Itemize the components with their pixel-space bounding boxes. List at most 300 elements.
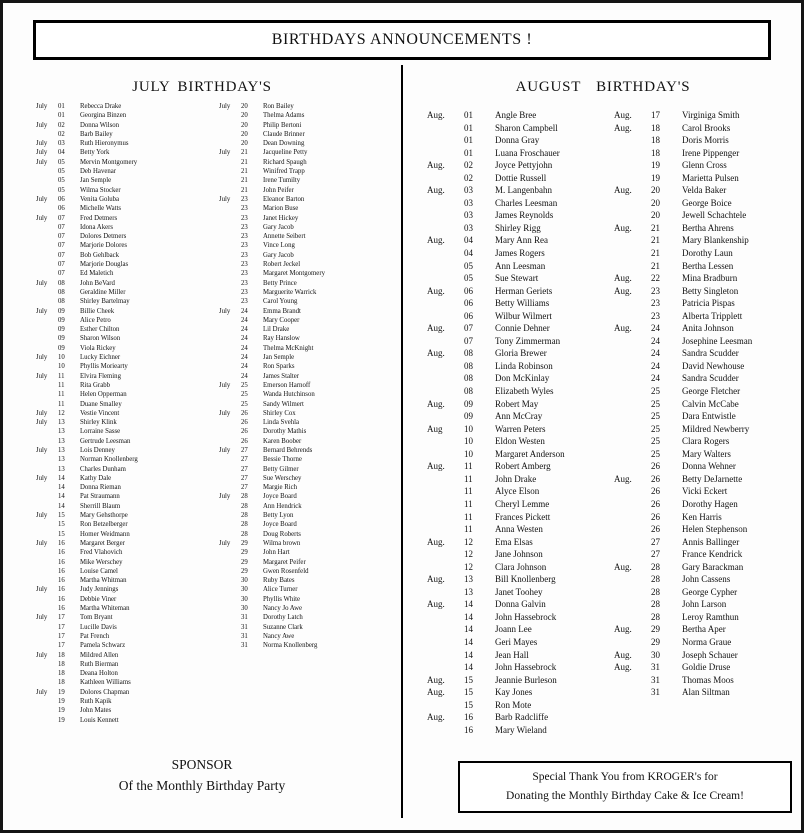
birthday-row bbox=[36, 381, 215, 390]
day-number: 23 bbox=[241, 214, 248, 222]
day-number: 02 bbox=[58, 130, 65, 138]
day-number: 23 bbox=[651, 285, 660, 296]
person-name: Charles Leesman bbox=[495, 197, 558, 208]
day-number: 19 bbox=[58, 698, 65, 705]
day-number: 01 bbox=[464, 147, 473, 158]
month-label: July bbox=[36, 103, 48, 110]
birthday-row bbox=[614, 247, 789, 260]
birthday-row bbox=[219, 344, 398, 353]
birthday-row bbox=[219, 130, 398, 139]
month-label bbox=[219, 511, 241, 520]
day-number: 02 bbox=[464, 172, 473, 183]
august-birthday-lists bbox=[427, 109, 789, 736]
month-label bbox=[36, 344, 58, 353]
month-label bbox=[219, 130, 241, 139]
month-label: July bbox=[36, 121, 48, 129]
announcement-banner bbox=[33, 20, 771, 60]
birthday-row bbox=[427, 661, 608, 674]
person-name: David Newhouse bbox=[682, 360, 745, 371]
person-name: Vicki Eckert bbox=[682, 486, 728, 497]
birthday-row bbox=[36, 595, 215, 604]
birthday-row bbox=[219, 530, 398, 539]
day-number: 21 bbox=[241, 177, 248, 185]
birthday-row bbox=[614, 598, 789, 611]
person-name: George Fletcher bbox=[682, 386, 741, 397]
day-number: 20 bbox=[651, 210, 660, 221]
month-label bbox=[36, 223, 58, 232]
birthday-row bbox=[219, 437, 398, 446]
person-name: Kathleen Williams bbox=[80, 679, 131, 687]
day-number: 11 bbox=[464, 511, 473, 522]
birthday-row bbox=[36, 148, 215, 157]
month-label bbox=[36, 325, 58, 334]
person-name: Mildred Allen bbox=[80, 651, 119, 659]
day-number: 23 bbox=[651, 298, 660, 309]
month-label bbox=[36, 520, 58, 529]
birthday-row bbox=[36, 474, 215, 483]
person-name: Martha Whitman bbox=[80, 577, 127, 585]
month-label bbox=[614, 347, 651, 360]
day-number: 29 bbox=[651, 624, 660, 635]
person-name: Gertrude Leesman bbox=[80, 437, 131, 445]
day-number: 11 bbox=[464, 473, 473, 484]
birthday-row bbox=[219, 353, 398, 362]
person-name: Josephine Leesman bbox=[682, 335, 753, 346]
month-label: Aug. bbox=[427, 110, 445, 120]
person-name: Phyllis Moriearty bbox=[80, 363, 128, 371]
person-name: Margaret Montgomery bbox=[263, 270, 325, 278]
birthday-row bbox=[219, 121, 398, 130]
day-number: 25 bbox=[241, 381, 248, 389]
birthday-row bbox=[36, 502, 215, 511]
month-label: Aug. bbox=[427, 323, 445, 334]
day-number: 12 bbox=[58, 409, 65, 417]
birthday-row bbox=[219, 390, 398, 399]
day-number: 25 bbox=[651, 398, 660, 409]
month-label bbox=[36, 260, 58, 269]
birthday-row bbox=[614, 159, 789, 172]
month-label bbox=[219, 372, 241, 381]
day-number: 04 bbox=[464, 235, 473, 246]
month-label: Aug. bbox=[427, 687, 445, 698]
month-label: July bbox=[219, 307, 231, 315]
month-label bbox=[219, 585, 241, 594]
day-number: 05 bbox=[58, 186, 65, 194]
person-name: Angle Bree bbox=[495, 110, 537, 120]
day-number: 19 bbox=[58, 688, 65, 696]
month-label: July bbox=[219, 409, 231, 417]
person-name: Joyce Board bbox=[263, 521, 297, 529]
person-name: Jan Semple bbox=[263, 354, 295, 362]
month-label bbox=[614, 674, 651, 687]
day-number: 10 bbox=[464, 436, 473, 447]
birthday-row bbox=[36, 279, 215, 288]
month-label bbox=[219, 632, 241, 641]
person-name: Nancy Awe bbox=[263, 632, 295, 640]
birthday-row bbox=[614, 335, 789, 348]
birthday-row bbox=[427, 247, 608, 260]
birthday-row bbox=[427, 686, 608, 699]
column-divider bbox=[401, 65, 403, 818]
day-number: 23 bbox=[241, 205, 248, 213]
person-name: Fred Vlahovich bbox=[80, 549, 123, 557]
person-name: Philip Bertoni bbox=[263, 121, 302, 129]
day-number: 14 bbox=[58, 493, 65, 501]
day-number: 10 bbox=[464, 448, 473, 459]
day-number: 16 bbox=[58, 586, 65, 594]
day-number: 28 bbox=[241, 521, 248, 529]
person-name: Thelma Adams bbox=[263, 112, 305, 120]
month-label: Aug. bbox=[614, 662, 632, 673]
person-name: Annette Seibert bbox=[263, 233, 306, 241]
birthday-row bbox=[614, 297, 789, 310]
day-number: 13 bbox=[58, 456, 65, 464]
month-label bbox=[36, 186, 58, 195]
day-number: 15 bbox=[58, 512, 65, 520]
day-number: 07 bbox=[464, 335, 473, 346]
month-label bbox=[614, 548, 651, 561]
month-label bbox=[36, 567, 58, 576]
birthday-row bbox=[427, 573, 608, 586]
month-label bbox=[36, 576, 58, 585]
sponsor-block bbox=[3, 754, 401, 796]
month-label: Aug. bbox=[614, 561, 632, 572]
birthday-row bbox=[219, 576, 398, 585]
day-number: 11 bbox=[58, 372, 65, 380]
birthday-row bbox=[614, 398, 789, 411]
birthday-row bbox=[36, 678, 215, 687]
person-name: Sherrill Blaum bbox=[80, 502, 121, 510]
person-name: Doug Roberts bbox=[263, 530, 301, 538]
person-name: Bessie Thorne bbox=[263, 456, 302, 464]
birthday-row bbox=[614, 385, 789, 398]
person-name: Robert Jeckel bbox=[263, 261, 301, 269]
month-label bbox=[219, 548, 241, 557]
month-label: Aug. bbox=[614, 649, 632, 660]
month-label bbox=[219, 232, 241, 241]
birthday-row bbox=[427, 536, 608, 549]
birthday-row bbox=[614, 372, 789, 385]
birthday-row bbox=[614, 260, 789, 273]
birthday-row bbox=[36, 362, 215, 371]
month-label bbox=[219, 260, 241, 269]
person-name: Debbie Viner bbox=[80, 595, 117, 603]
person-name: Robert May bbox=[495, 398, 539, 409]
person-name: Patricia Pispas bbox=[682, 298, 735, 309]
day-number: 15 bbox=[464, 687, 473, 698]
person-name: Marion Buse bbox=[263, 205, 299, 213]
birthday-row bbox=[219, 623, 398, 632]
day-number: 09 bbox=[464, 411, 473, 422]
person-name: Louis Kennett bbox=[80, 716, 119, 724]
month-label bbox=[36, 641, 58, 650]
person-name: Marjorie Douglas bbox=[80, 261, 129, 269]
month-label bbox=[427, 197, 464, 210]
month-label bbox=[614, 448, 651, 461]
month-label bbox=[219, 623, 241, 632]
july-heading: JULY BIRTHDAY'S bbox=[132, 79, 272, 95]
birthday-row bbox=[614, 573, 789, 586]
month-label bbox=[36, 437, 58, 446]
day-number: 21 bbox=[651, 235, 660, 246]
person-name: Tony Zimmerman bbox=[495, 335, 561, 346]
person-name: Ann McCray bbox=[495, 411, 543, 422]
month-label bbox=[427, 699, 464, 712]
day-number: 28 bbox=[651, 561, 660, 572]
day-number: 28 bbox=[241, 502, 248, 510]
month-label bbox=[427, 511, 464, 524]
birthday-row bbox=[427, 285, 608, 298]
birthday-row bbox=[36, 325, 215, 334]
person-name: Jan Semple bbox=[80, 177, 112, 185]
person-name: Margaret Berger bbox=[80, 539, 125, 547]
person-name: Fred Detmers bbox=[80, 214, 118, 222]
birthday-row bbox=[36, 316, 215, 325]
birthday-row bbox=[219, 604, 398, 613]
month-label bbox=[219, 139, 241, 148]
birthday-row bbox=[36, 585, 215, 594]
person-name: Connie Dehner bbox=[495, 323, 550, 334]
month-label: Aug. bbox=[614, 323, 632, 334]
day-number: 24 bbox=[651, 360, 660, 371]
day-number: 24 bbox=[241, 326, 248, 334]
month-label bbox=[614, 498, 651, 511]
person-name: Ruth Kapik bbox=[80, 698, 112, 705]
person-name: Gary Jacob bbox=[263, 223, 294, 231]
person-name: James Stalter bbox=[263, 372, 300, 380]
birthday-row bbox=[36, 167, 215, 176]
month-label bbox=[219, 334, 241, 343]
person-name: Homer Weidmann bbox=[80, 530, 130, 538]
person-name: Ruth Bierman bbox=[80, 660, 119, 668]
birthday-row bbox=[614, 636, 789, 649]
birthday-row bbox=[219, 372, 398, 381]
person-name: Georgina Binzen bbox=[80, 112, 127, 120]
day-number: 25 bbox=[651, 386, 660, 397]
birthday-row bbox=[219, 446, 398, 455]
person-name: Janet Hickey bbox=[263, 214, 299, 222]
day-number: 18 bbox=[58, 651, 65, 659]
month-label bbox=[36, 455, 58, 464]
birthday-row bbox=[36, 353, 215, 362]
day-number: 23 bbox=[241, 288, 248, 296]
birthday-row bbox=[36, 688, 215, 697]
day-number: 25 bbox=[651, 448, 660, 459]
birthday-row bbox=[219, 241, 398, 250]
month-label bbox=[219, 595, 241, 604]
month-label bbox=[36, 251, 58, 260]
day-number: 13 bbox=[464, 574, 473, 585]
person-name: George Boice bbox=[682, 197, 732, 208]
day-number: 24 bbox=[651, 348, 660, 359]
birthday-row bbox=[614, 649, 789, 662]
month-label: July bbox=[36, 539, 48, 547]
day-number: 06 bbox=[58, 205, 65, 213]
birthday-row bbox=[36, 214, 215, 223]
birthday-row bbox=[219, 334, 398, 343]
month-label bbox=[36, 483, 58, 492]
person-name: Alyce Elson bbox=[495, 486, 540, 497]
day-number: 05 bbox=[58, 168, 65, 176]
month-label bbox=[219, 427, 241, 436]
day-number: 08 bbox=[58, 279, 65, 287]
birthday-row bbox=[219, 148, 398, 157]
birthday-row bbox=[219, 520, 398, 529]
month-label bbox=[219, 204, 241, 213]
month-label: July bbox=[36, 279, 48, 287]
day-number: 20 bbox=[241, 121, 248, 129]
month-label: July bbox=[36, 372, 48, 380]
month-label: July bbox=[36, 354, 48, 362]
person-name: Sandra Scudder bbox=[682, 348, 739, 359]
day-number: 01 bbox=[464, 110, 473, 120]
birthday-row bbox=[219, 288, 398, 297]
birthday-row bbox=[427, 611, 608, 624]
day-number: 05 bbox=[464, 260, 473, 271]
person-name: Pat Straumann bbox=[80, 493, 120, 501]
day-number: 18 bbox=[651, 135, 660, 146]
person-name: Glenn Cross bbox=[682, 160, 727, 171]
day-number: 24 bbox=[241, 344, 248, 352]
month-label: July bbox=[36, 158, 48, 166]
birthday-row bbox=[219, 585, 398, 594]
person-name: Alan Siltman bbox=[682, 687, 730, 698]
person-name: Jacqueline Petty bbox=[263, 149, 308, 157]
month-label bbox=[427, 611, 464, 624]
person-name: Karen Boober bbox=[263, 437, 302, 445]
month-label bbox=[36, 427, 58, 436]
person-name: Pat French bbox=[80, 632, 110, 640]
birthday-row bbox=[427, 623, 608, 636]
month-label bbox=[614, 197, 651, 210]
month-label bbox=[614, 636, 651, 649]
month-label bbox=[36, 530, 58, 539]
person-name: Jewell Schachtele bbox=[682, 210, 747, 221]
day-number: 14 bbox=[464, 624, 473, 635]
month-label bbox=[36, 232, 58, 241]
birthday-row bbox=[427, 711, 608, 724]
thanks-line1: Special Thank You from KROGER's for bbox=[532, 771, 718, 783]
month-label: July bbox=[219, 195, 231, 203]
day-number: 09 bbox=[58, 307, 65, 315]
person-name: Joseph Schauer bbox=[682, 649, 738, 660]
month-label bbox=[427, 410, 464, 423]
birthday-row bbox=[427, 523, 608, 536]
day-number: 03 bbox=[464, 222, 473, 233]
month-label bbox=[614, 611, 651, 624]
birthday-row bbox=[427, 197, 608, 210]
person-name: Bill Knollenberg bbox=[495, 574, 556, 585]
person-name: Alberta Tripplett bbox=[682, 310, 743, 321]
birthday-row bbox=[427, 122, 608, 135]
birthday-row bbox=[36, 288, 215, 297]
month-label bbox=[614, 435, 651, 448]
person-name: Lorraine Sasse bbox=[80, 428, 121, 436]
month-label bbox=[219, 418, 241, 427]
month-label bbox=[219, 176, 241, 185]
month-label bbox=[36, 595, 58, 604]
person-name: Louise Camel bbox=[80, 567, 118, 575]
july-list-col1 bbox=[36, 102, 215, 725]
person-name: Leroy Ramthun bbox=[682, 611, 739, 622]
month-label: July bbox=[36, 195, 48, 203]
person-name: Lucille Davis bbox=[80, 623, 117, 631]
person-name: Sandy Wilmert bbox=[263, 400, 304, 408]
person-name: Bertha Aper bbox=[682, 624, 726, 635]
day-number: 24 bbox=[241, 307, 248, 315]
person-name: John Larson bbox=[682, 599, 727, 610]
person-name: Duane Smalley bbox=[80, 400, 122, 408]
birthday-row bbox=[36, 558, 215, 567]
day-number: 28 bbox=[241, 530, 248, 538]
person-name: Luana Froschauer bbox=[495, 147, 560, 158]
birthday-row bbox=[219, 269, 398, 278]
birthday-row bbox=[427, 398, 608, 411]
birthday-row bbox=[614, 222, 789, 235]
person-name: Martha Whiteman bbox=[80, 605, 130, 613]
person-name: Barb Radcliffe bbox=[495, 712, 549, 723]
month-label bbox=[219, 362, 241, 371]
day-number: 09 bbox=[58, 326, 65, 334]
day-number: 07 bbox=[464, 323, 473, 334]
person-name: Idona Akers bbox=[80, 223, 114, 231]
month-label bbox=[614, 335, 651, 348]
day-number: 16 bbox=[464, 712, 473, 723]
birthday-row bbox=[36, 669, 215, 678]
month-label bbox=[427, 335, 464, 348]
person-name: Jean Hall bbox=[495, 649, 529, 660]
person-name: Frances Pickett bbox=[495, 511, 551, 522]
day-number: 16 bbox=[58, 605, 65, 613]
month-label bbox=[427, 636, 464, 649]
person-name: John Peifer bbox=[263, 186, 294, 194]
person-name: Sharon Campbell bbox=[495, 122, 558, 133]
day-number: 23 bbox=[241, 279, 248, 287]
birthday-row bbox=[614, 147, 789, 160]
person-name: Dorothy Laun bbox=[682, 248, 733, 259]
birthday-row bbox=[427, 234, 608, 247]
day-number: 22 bbox=[651, 273, 660, 284]
day-number: 20 bbox=[651, 185, 660, 196]
birthday-row bbox=[219, 316, 398, 325]
birthday-row bbox=[614, 322, 789, 335]
birthday-row bbox=[219, 400, 398, 409]
day-number: 08 bbox=[464, 373, 473, 384]
birthday-row bbox=[219, 325, 398, 334]
person-name: Lois Denney bbox=[80, 446, 115, 454]
person-name: Betty Lyon bbox=[263, 512, 294, 520]
day-number: 21 bbox=[241, 186, 248, 194]
month-label bbox=[219, 111, 241, 120]
person-name: Shirley Rigg bbox=[495, 222, 541, 233]
birthday-row bbox=[219, 539, 398, 548]
person-name: Deb Havenar bbox=[80, 168, 117, 176]
day-number: 24 bbox=[241, 335, 248, 343]
month-label: July bbox=[219, 446, 231, 454]
birthday-row bbox=[614, 122, 789, 135]
day-number: 23 bbox=[241, 233, 248, 241]
day-number: 24 bbox=[651, 323, 660, 334]
month-label: Aug. bbox=[427, 235, 445, 246]
birthday-row bbox=[427, 372, 608, 385]
day-number: 23 bbox=[241, 251, 248, 259]
month-label bbox=[36, 492, 58, 501]
day-number: 14 bbox=[58, 474, 65, 482]
person-name: Rebecca Drake bbox=[80, 103, 122, 110]
birthday-row bbox=[614, 473, 789, 486]
july-list-col2 bbox=[219, 102, 398, 725]
thanks-line2: Donating the Monthly Birthday Cake & Ice Cream! bbox=[506, 790, 744, 802]
